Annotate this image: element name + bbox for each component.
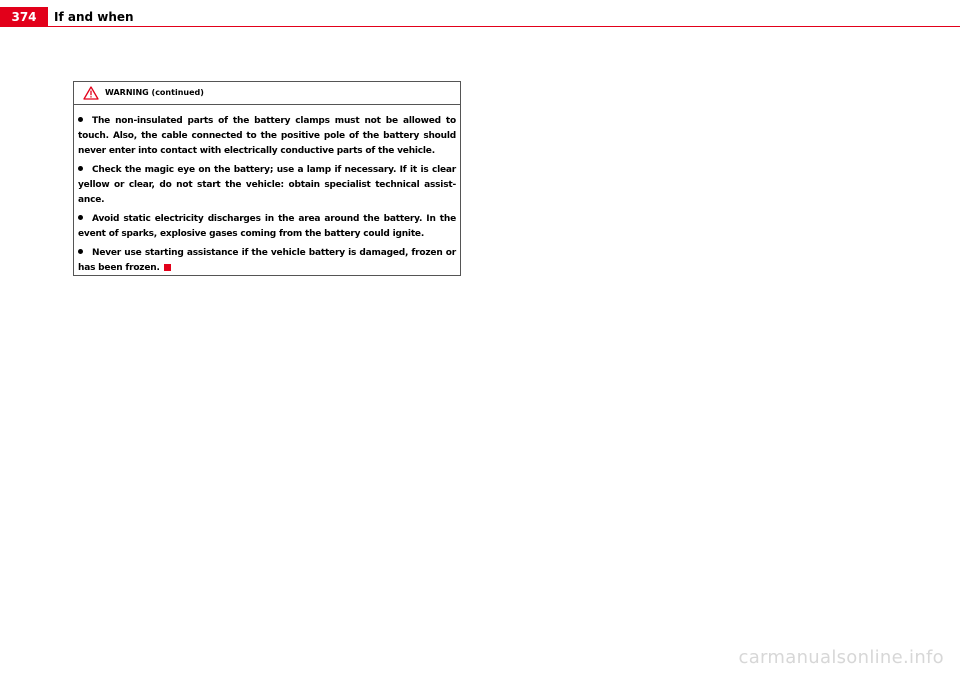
warning-header: [74, 82, 460, 105]
warning-body: [74, 105, 460, 276]
warning-item-text: The non-insulated parts of the battery clamps must not be allowed to touch. Also, the cable connected to the positive pole of the battery should never enter into contact with electrically conductive parts of the vehicle.: [78, 116, 456, 156]
bullet-icon: [78, 249, 83, 254]
warning-item: [78, 246, 456, 276]
warning-title: WARNING (continued): [105, 88, 204, 97]
warning-item: [78, 114, 456, 159]
bullet-icon: [78, 166, 83, 171]
watermark: carmanualsonline.info: [738, 647, 944, 668]
warning-item-text: Never use starting assistance if the vehicle battery is damaged, frozen or has been frozen.: [78, 248, 456, 273]
chapter-title: If and when: [54, 10, 134, 24]
page-number: 374: [0, 7, 48, 27]
warning-item-text: Check the magic eye on the battery; use a lamp if necessary. If it is clear yellow or clear, do not start the vehicle: obtain specialist technical assist-ance.: [78, 165, 456, 205]
warning-box: [73, 81, 461, 276]
bullet-icon: [78, 215, 83, 220]
warning-triangle-icon: [83, 86, 99, 100]
end-of-section-icon: [164, 264, 171, 271]
warning-item-text: Avoid static electricity discharges in the area around the battery. In the event of sparks, explosive gases coming from the battery could ignite.: [78, 214, 456, 239]
header-rule: [0, 26, 960, 27]
warning-item: [78, 212, 456, 242]
bullet-icon: [78, 117, 83, 122]
page-header: [0, 0, 960, 27]
warning-item: [78, 163, 456, 208]
